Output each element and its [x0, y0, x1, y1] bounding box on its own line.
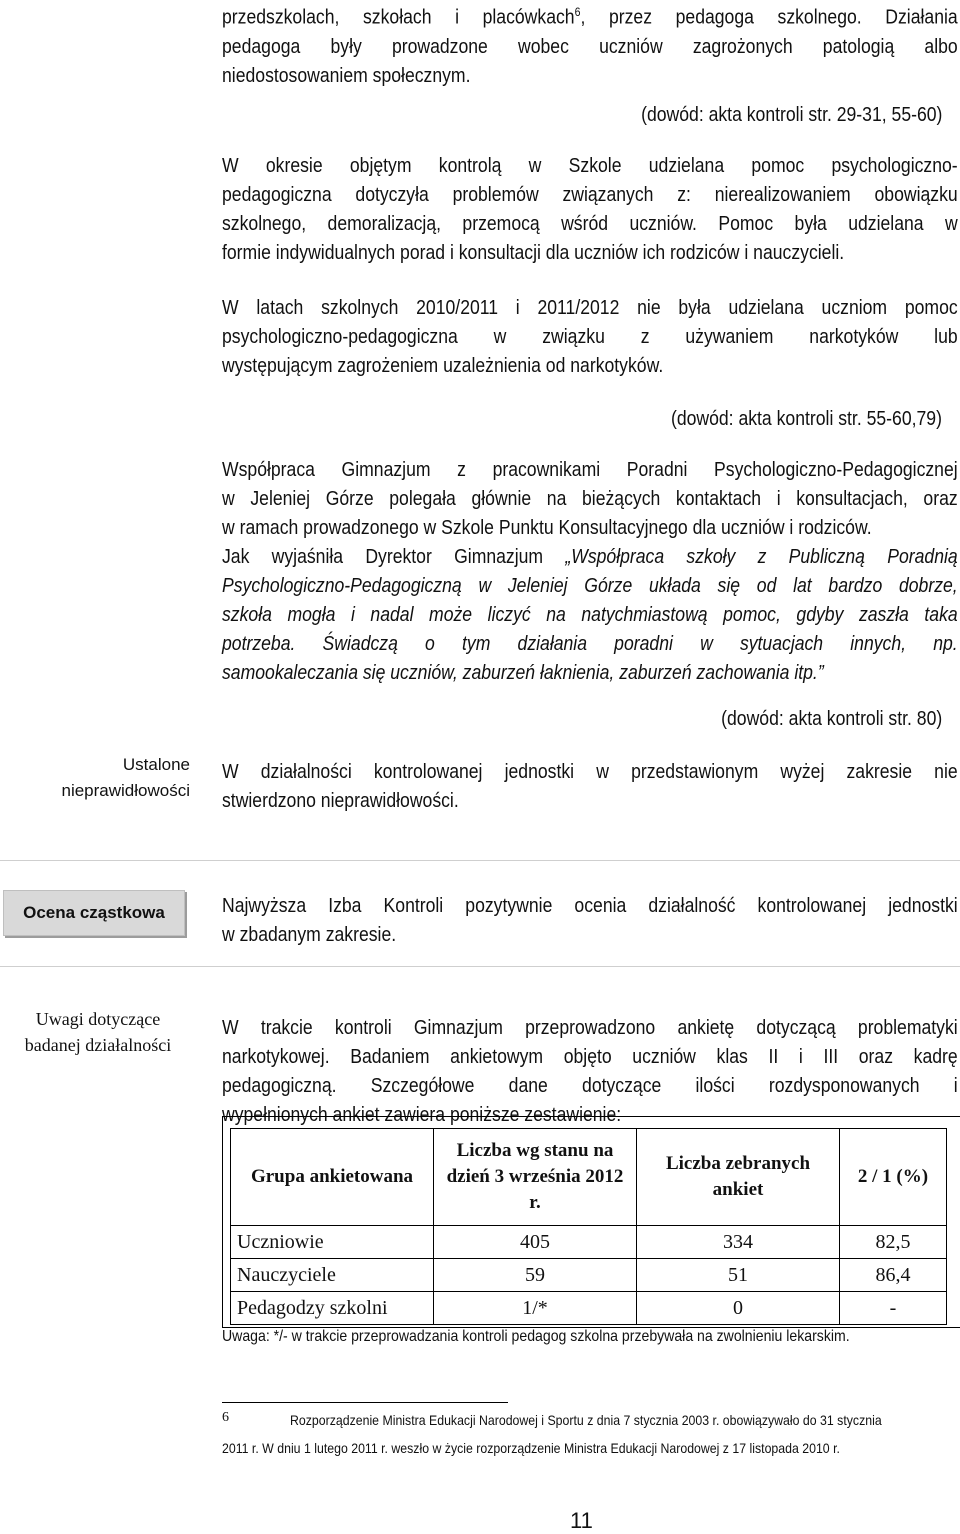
col-header-count: Liczba wg stanu na dzień 3 września 2012 r. — [434, 1129, 637, 1226]
cell-percent: 82,5 — [840, 1226, 947, 1259]
label-line: Uwagi dotyczące — [35, 1009, 161, 1029]
remarks-line: narkotykowej. Badaniem ankietowym objęto uczniów klas II i III oraz kadrę — [222, 1046, 958, 1068]
cell-collected: 334 — [637, 1226, 840, 1259]
footnote-line-2: 2011 r. W dniu 1 lutego 2011 r. weszło w życie rozporządzenie Ministra Edukacji Narodowej z 17 listopada 2010 r. — [222, 1440, 840, 1456]
cell-count: 405 — [434, 1226, 637, 1259]
para4-line: Współpraca Gimnazjum z pracownikami Poradni Psychologiczno-Pedagogicznej — [222, 459, 958, 481]
remarks-line: wypełnionych ankiet zawiera poniższe zestawienie: — [222, 1104, 622, 1126]
cell-group: Uczniowie — [231, 1226, 434, 1259]
table-header-row — [231, 1129, 947, 1226]
irregularities-line: stwierdzono nieprawidłowości. — [222, 790, 459, 812]
col-header-percent: 2 / 1 (%) — [840, 1129, 947, 1226]
cell-count: 59 — [434, 1259, 637, 1292]
partial-assessment-text — [222, 892, 958, 950]
quote-line: Psychologiczno-Pedagogiczną w Jeleniej Górze układa się od lat bardzo dobrze, — [222, 575, 958, 597]
para2-line: formie indywidualnych porad i konsultacji dla uczniów ich rodziców i nauczycieli. — [222, 242, 845, 264]
assessment-line: w zbadanym zakresie. — [222, 924, 397, 946]
cell-percent: - — [840, 1292, 947, 1325]
paragraph-drugs — [222, 294, 958, 381]
cell-collected: 0 — [637, 1292, 840, 1325]
table-note: Uwaga: */- w trakcie przeprowadzania kontroli pedagog szkolna przebywała na zwolnieniu lekarskim. — [222, 1328, 850, 1345]
section-label-irregularities — [40, 752, 190, 804]
footnote-separator — [222, 1402, 508, 1403]
cell-collected: 51 — [637, 1259, 840, 1292]
footnote-ref: 6 — [574, 5, 581, 19]
evidence-ref-1: (dowód: akta kontroli str. 29-31, 55-60) — [640, 104, 942, 126]
irregularities-text — [222, 758, 958, 816]
footnote-line-1: Rozporządzenie Ministra Edukacji Narodowej i Sportu z dnia 7 stycznia 2003 r. obowiązywało do 31 stycznia — [290, 1412, 882, 1428]
para3-line: występującym zagrożeniem uzależnienia od narkotyków. — [222, 355, 664, 377]
paragraph-cooperation — [222, 456, 958, 688]
paragraph-help-scope — [222, 152, 958, 268]
para3-line: psychologiczno-pedagogiczna w związku z używaniem narkotyków lub — [222, 326, 958, 348]
assessment-line: Najwyższa Izba Kontroli pozytywnie ocenia działalność kontrolowanej jednostki — [222, 895, 958, 917]
quote-line-1: Jak wyjaśniła Dyrektor Gimnazjum „Współpraca szkoły z Publiczną Poradnią — [222, 546, 958, 568]
para4-line: w Jeleniej Górze polegała głównie na bieżących kontaktach i konsultacjach, oraz — [222, 488, 958, 510]
partial-assessment-label: Ocena cząstkowa — [3, 890, 185, 936]
quote-line: szkoła mogła i nadal może liczyć na natychmiastową pomoc, gdyby zaszła taka — [222, 604, 958, 626]
quote-line: samookaleczania się uczniów, zaburzeń łaknienia, zaburzeń zachowania itp.” — [222, 662, 824, 684]
intro-line-3: niedostosowaniem społecznym. — [222, 64, 471, 87]
quote-line: potrzeba. Świadczą o tym działania poradni w sytuacjach innych, np. — [222, 633, 958, 655]
para2-line: pedagogiczna dotyczyła problemów związanych z: nierealizowaniem obowiązku — [222, 184, 958, 206]
section-divider — [0, 860, 960, 861]
remarks-line: pedagogiczną. Szczegółowe dane dotyczące ilości rozdysponowanych i — [222, 1075, 958, 1097]
table-row — [231, 1292, 947, 1325]
table-row — [231, 1259, 947, 1292]
survey-table — [230, 1128, 947, 1325]
col-header-collected: Liczba zebranych ankiet — [637, 1129, 840, 1226]
evidence-ref-2: (dowód: akta kontroli str. 55-60,79) — [671, 408, 942, 430]
irregularities-line: W działalności kontrolowanej jednostki w przedstawionym wyżej zakresie nie — [222, 761, 958, 783]
remarks-line: W trakcie kontroli Gimnazjum przeprowadzono ankietę dotyczącą problematyki — [222, 1017, 958, 1039]
para2-line: szkolnego, demoralizacją, przemocą wśród uczniów. Pomoc była udzielana w — [222, 213, 958, 235]
col-header-group: Grupa ankietowana — [231, 1129, 434, 1226]
remarks-text — [222, 1014, 958, 1130]
cell-percent: 86,4 — [840, 1259, 947, 1292]
para4-line: w ramach prowadzonego w Szkole Punktu Konsultacyjnego dla uczniów i rodziców. — [222, 517, 872, 539]
label-line: nieprawidłowości — [61, 781, 190, 800]
cell-group: Pedagodzy szkolni — [231, 1292, 434, 1325]
footnote-number: 6 — [222, 1410, 229, 1425]
intro-paragraph — [222, 0, 958, 91]
intro-line-2: pedagoga były prowadzone wobec uczniów zagrożonych patologią albo — [222, 35, 958, 58]
intro-line-1: przedszkolach, szkołach i placówkach$^6$, przez pedagoga szkolnego. Działania — [222, 5, 958, 29]
para3-line: W latach szkolnych 2010/2011 i 2011/2012 nie była udzielana uczniom pomoc — [222, 297, 958, 319]
page-number: 11 — [570, 1508, 593, 1533]
label-line: badanej działalności — [24, 1035, 172, 1055]
section-divider — [0, 966, 960, 967]
label-line: Ustalone — [122, 755, 190, 774]
table-row — [231, 1226, 947, 1259]
cell-group: Nauczyciele — [231, 1259, 434, 1292]
section-label-remarks — [8, 1006, 188, 1058]
cell-count: 1/* — [434, 1292, 637, 1325]
para2-line: W okresie objętym kontrolą w Szkole udzielana pomoc psychologiczno- — [222, 155, 958, 177]
evidence-ref-3: (dowód: akta kontroli str. 80) — [720, 708, 942, 730]
